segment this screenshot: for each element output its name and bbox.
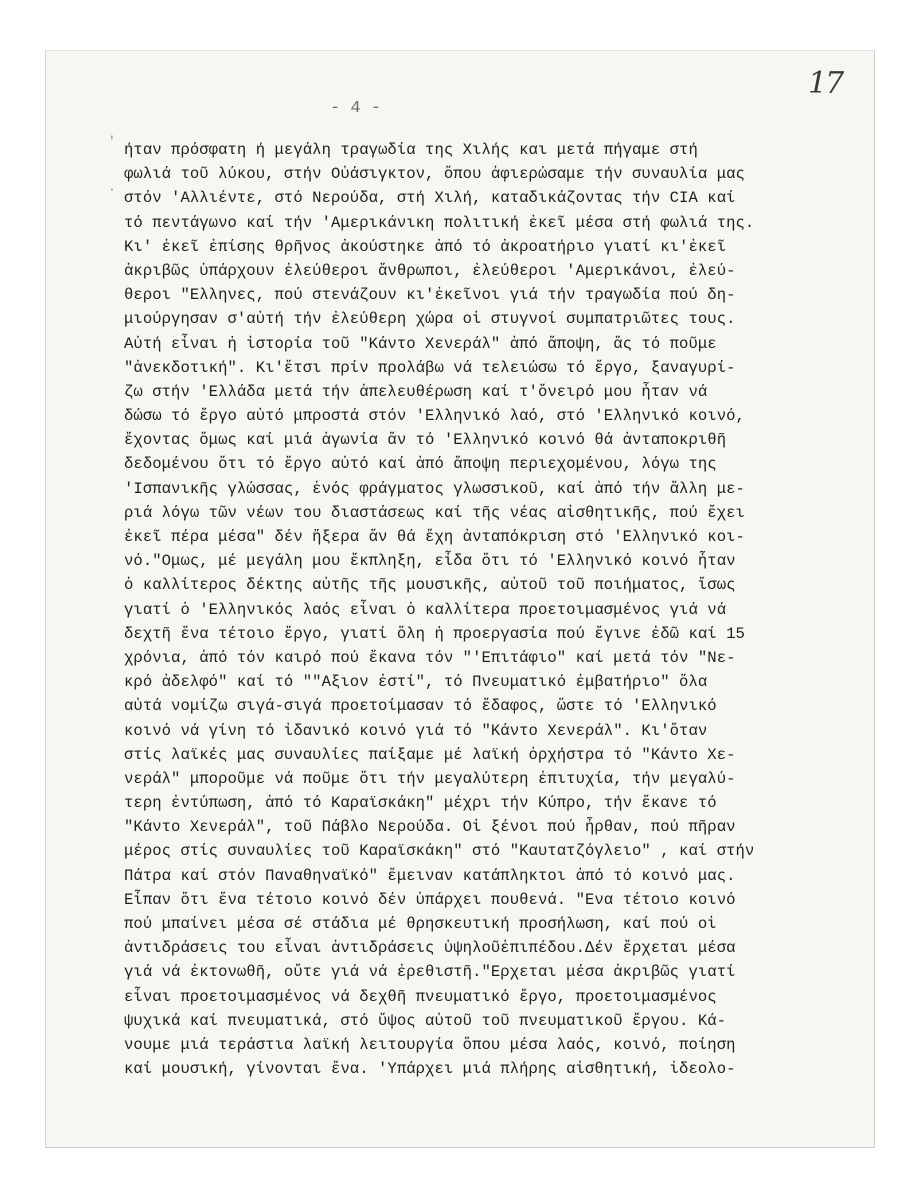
text-line: νεράλ" μποροῦμε νά ποῦμε ὅτι τήν μεγαλύτερη ἐπιτυχία, τήν μεγαλύ-: [124, 769, 736, 788]
text-line: Αὐτή εἶναι ἡ ἱστορία τοῦ "Κάντο Χενεράλ" ἀπό ἄποψη, ἅς τό ποῦμε: [124, 334, 717, 353]
text-line: αὐτά νομίζω σιγά-σιγά προετοίμασαν τό ἔδαφος, ὥστε τό 'Ελληνικό: [124, 697, 717, 716]
text-line: ψυχικά καί πνευματικά, στό ὕψος αὐτοῦ τοῦ πνευματικοῦ ἔργου. Κά-: [124, 1011, 727, 1030]
text-line: Κι' ἐκεῖ ἐπίσης θρῆνος ἀκούστηκε ἀπό τό ἀκροατήριο γιατί κι'ἐκεῖ: [124, 237, 727, 256]
text-line: γιατί ὁ 'Ελληνικός λαός εἶναι ὁ καλλίτερα προετοιμασμένος γιά νά: [124, 600, 727, 619]
text-line: νουμε μιά τεράστια λαϊκή λειτουργία ὅπου μέσα λαός, κοινό, ποίηση: [124, 1035, 736, 1054]
text-line: ήταν πρόσφατη ή μεγάλη τραγωδία της Χιλής και μετά πήγαμε στή: [124, 141, 698, 159]
text-line: ὁ καλλίτερος δέκτης αὐτῆς τῆς μουσικῆς, αὐτοῦ τοῦ ποιήματος, ἴσως: [124, 576, 736, 595]
text-line: θεροι "Ελληνες, πού στενάζουν κι'ἐκεῖνοι γιά τήν τραγωδία πού δη-: [124, 286, 736, 305]
text-line: δώσω τό ἔργο αὐτό μπροστά στόν 'Ελληνικό λαό, στό 'Ελληνικό κοινό,: [124, 407, 745, 426]
text-line: γιά νά ἐκτονωθῆ, οὔτε γιά νά ἐρεθιστῆ."Ερχεται μέσα ἀκριβῶς γιατί: [124, 963, 736, 982]
text-line: στίς λαϊκές μας συναυλίες παίξαμε μέ λαϊκή ὀρχήστρα τό "Κάντο Χε-: [124, 745, 736, 764]
text-line: χρόνια, ἀπό τόν καιρό πού ἔκανα τόν "'Επιτάφιο" καί μετά τόν "Νε-: [124, 648, 736, 667]
text-line: ἀκριβῶς ὑπάρχουν ἐλεύθεροι ἄνθρωποι, ἐλεύθεροι 'Αμερικάνοι, ἐλεύ-: [124, 261, 736, 280]
text-line: "Κάντο Χενεράλ", τοῦ Πάβλο Νερούδα. Οἱ ξένοι πού ἦρθαν, πού πῆραν: [124, 818, 736, 837]
text-line: ἀντιδράσεις του εἶναι ἀντιδράσεις ὑψηλοῦἐπιπέδου.Δέν ἔρχεται μέσα: [124, 939, 736, 958]
handwritten-page-number: 17: [808, 66, 843, 101]
text-line: κρό ἀδελφό" καί τό ""Αξιον ἐστί", τό Πνευματικό ἐμβατήριο" ὅλα: [124, 673, 708, 692]
text-line: ριά λόγω τῶν νέων του διαστάσεως καί τῆς νέας αἰσθητικῆς, πού ἔχει: [124, 503, 745, 522]
text-line: δεχτῆ ἕνα τέτοιο ἔργο, γιατί ὅλη ἡ προεργασία πού ἔγινε ἐδῶ καί 15: [124, 624, 745, 643]
typed-text-body: [124, 138, 844, 1081]
text-line: "ἀνεκδοτική". Κι'ἔτσι πρίν προλάβω νά τελειώσω τό ἔργο, ξαναγυρί-: [124, 358, 736, 377]
text-line: ζω στήν 'Ελλάδα μετά τήν ἀπελευθέρωση καί τ'ὄνειρό μου ἦταν νά: [124, 382, 708, 401]
text-line: νό."Ομως, μέ μεγάλη μου ἔκπληξη, εἶδα ὅτι τό 'Ελληνικό κοινό ἦταν: [124, 552, 736, 571]
text-line: καί μουσική, γίνονται ἕνα. 'Υπάρχει μιά πλήρης αἰσθητική, ἰδεολο-: [124, 1060, 736, 1079]
text-line: τερη ἐντύπωση, ἀπό τό Καραϊσκάκη" μέχρι τήν Κύπρο, τήν ἔκανε τό: [124, 794, 717, 813]
margin-dot-mark: ·: [108, 182, 116, 197]
text-line: ἔχοντας ὅμως καί μιά ἀγωνία ἄν τό 'Ελληνικό κοινό θά ἀνταποκριθῆ: [124, 431, 727, 450]
text-line: Εἶπαν ὅτι ἕνα τέτοιο κοινό δέν ὑπάρχει πουθενά. "Ενα τέτοιο κοινό: [124, 890, 736, 909]
text-line: φωλιά τοῦ λύκου, στήν Οὐάσιγκτον, ὅπου ἀφιερώσαμε τήν συναυλία μας: [124, 165, 745, 184]
text-line: στόν 'Αλλιέντε, στό Νερούδα, στή Χιλή, καταδικάζοντας τήν CIA καί: [124, 189, 736, 208]
text-line: 'Ισπανικῆς γλώσσας, ἑνός φράγματος γλωσσικοῦ, καί ἀπό τήν ἄλλη με-: [124, 479, 745, 498]
text-line: τό πεντάγωνο καί τήν 'Αμερικάνικη πολιτική ἐκεῖ μέσα στή φωλιά της.: [124, 213, 755, 232]
text-line: δεδομένου ὅτι τό ἔργο αὐτό καί ἀπό ἄποψη περιεχομένου, λόγω της: [124, 455, 717, 474]
text-line: πού μπαίνει μέσα σέ στάδια μέ θρησκευτική προσήλωση, καί πού οἱ: [124, 915, 717, 933]
text-line: ἐκεῖ πέρα μέσα" δέν ἤξερα ἄν θά ἔχη ἀνταπόκριση στό 'Ελληνικό κοι-: [124, 528, 745, 546]
text-line: μέρος στίς συναυλίες τοῦ Καραϊσκάκη" στό "Καυτατζόγλειο" , καί στήν: [124, 842, 755, 861]
typed-page-number: - 4 -: [330, 99, 382, 118]
text-line: μιούργησαν σ'αὐτή τήν ἐλεύθερη χώρα οἱ στυγνοί συμπατριῶτες τους.: [124, 310, 736, 329]
text-line: Πάτρα καί στόν Παναθηναϊκό" ἔμειναν κατάπληκτοι ἀπό τό κοινό μας.: [124, 866, 736, 885]
text-line: εἶναι προετοιμασμένος νά δεχθῆ πνευματικό ἔργο, προετοιμασμένος: [124, 987, 717, 1006]
text-line: κοινό νά γίνη τό ἰδανικό κοινό γιά τό "Κάντο Χενεράλ". Κι'ὅταν: [124, 721, 708, 740]
margin-tick-mark: ': [108, 134, 116, 149]
